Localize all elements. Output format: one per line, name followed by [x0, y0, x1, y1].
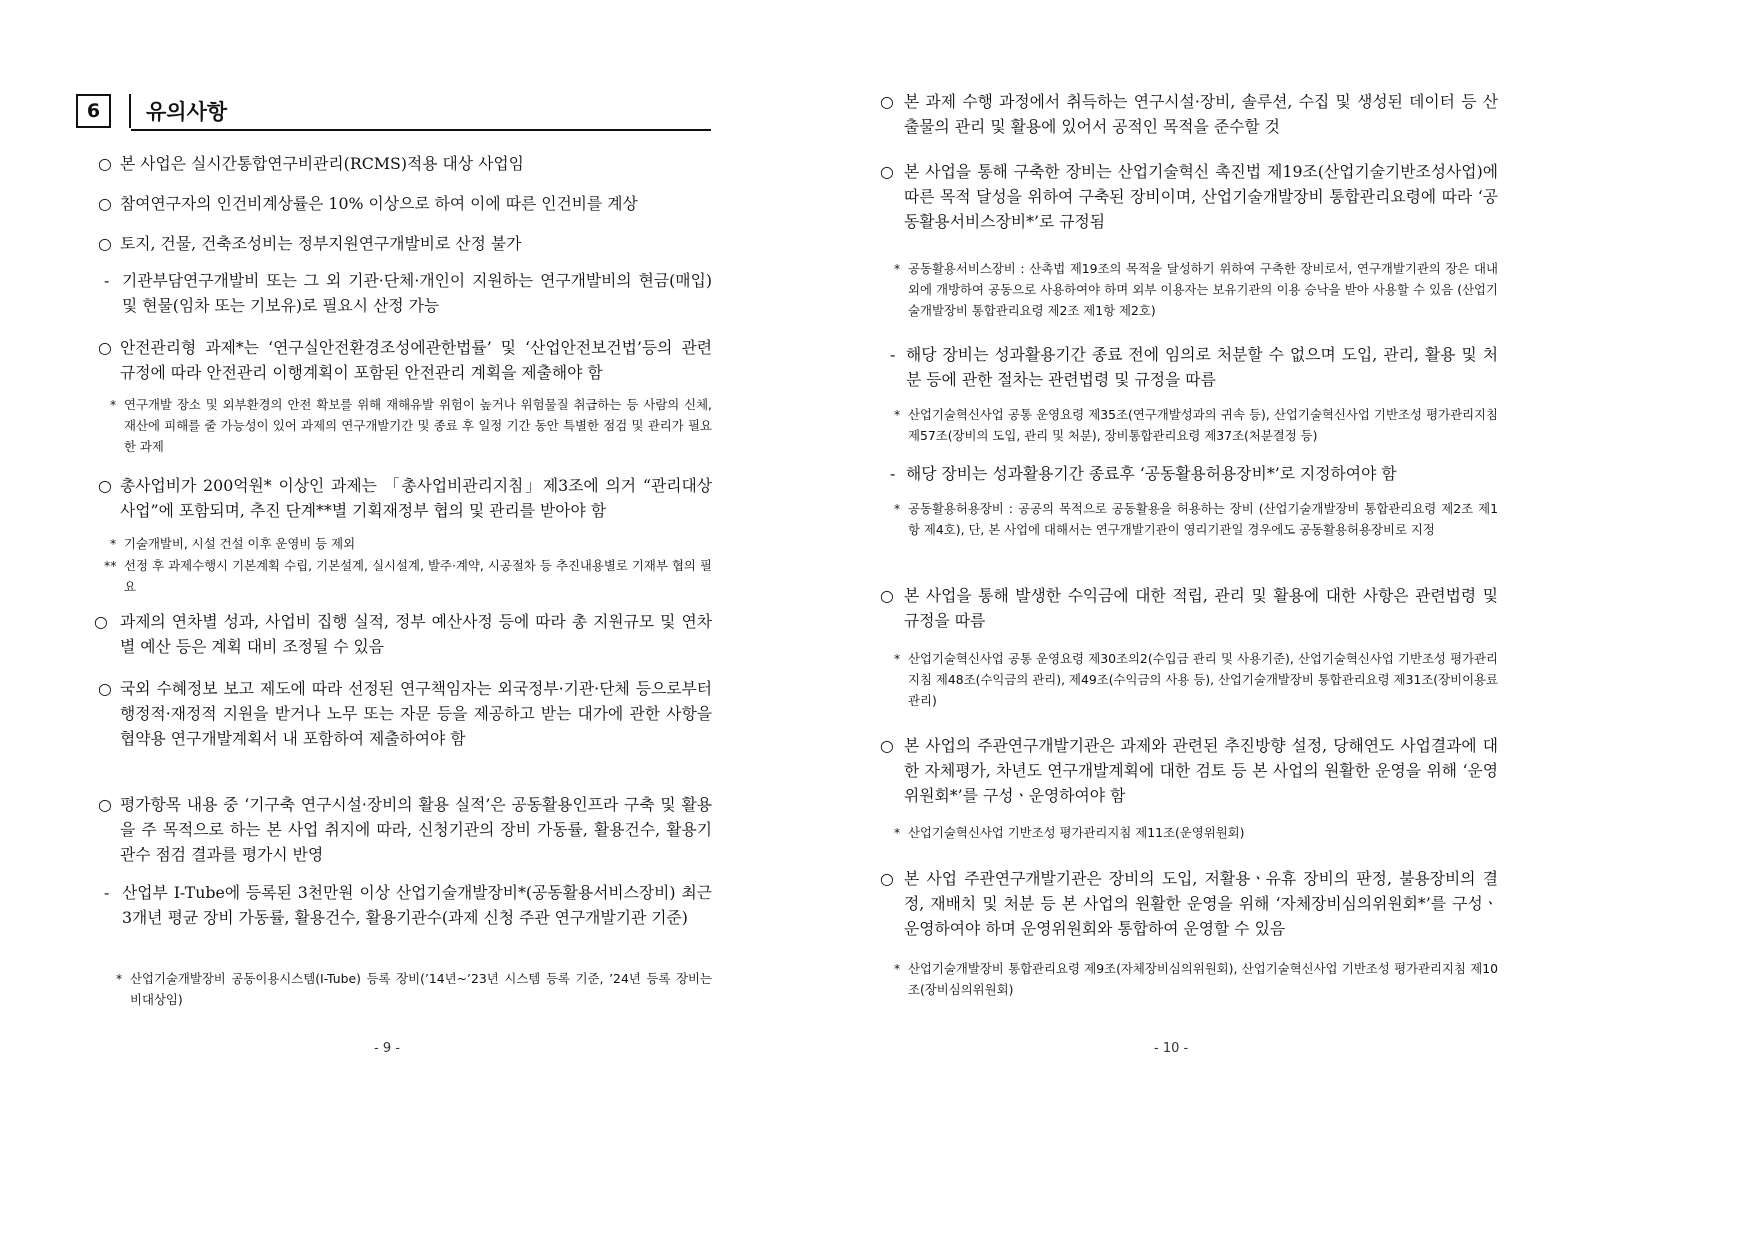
footnote-marker: * — [116, 971, 123, 986]
left-page — [0, 0, 784, 1109]
dash-bullet: - — [890, 345, 896, 364]
page-number: - 10 - — [1154, 1041, 1189, 1056]
paragraph-text: 해당 장비는 성과활용기간 종료 전에 임의로 처분할 수 없으며 도입, 관리, 활용 및 처분 등에 관한 절차는 관련법령 및 규정을 따름 — [906, 345, 1498, 389]
paragraph-equipment-definition — [880, 159, 1498, 234]
footnote-text: 산업기술개발장비 통합관리요령 제9조(자체장비심의위원회), 산업기술혁신사업 기반조성 평가관리지침 제10조(장비심의위원회) — [908, 961, 1498, 997]
paragraph-text: 기관부담연구개발비 또는 그 외 기관·단체·개인이 지원하는 연구개발비의 현금(매입) 및 현물(임차 또는 기보유)로 필요시 산정 가능 — [122, 271, 712, 315]
subparagraph-i-tube — [104, 880, 712, 930]
footnote-selection-process — [104, 555, 712, 597]
paragraph-text: 평가항목 내용 중 ‘기구축 연구시설·장비의 활용 실적’은 공동활용인프라 구축 및 활용을 주 목적으로 하는 본 사업 취지에 따라, 신청기관의 장비 가동률, 활용건수, 활용기관수 점검 결과를 평가시 반영 — [120, 795, 712, 864]
section-number: 6 — [76, 94, 111, 128]
paragraph-text: 본 사업은 실시간통합연구비관리(RCMS)적용 대상 사업임 — [120, 154, 524, 173]
footnote-tech-dev-cost — [110, 533, 712, 554]
paragraph-labor-cost — [98, 191, 712, 216]
circle-bullet: ○ — [98, 679, 112, 698]
paragraph-text: 본 사업의 주관연구개발기관은 과제와 관련된 추진방향 설정, 당해연도 사업결과에 대한 자체평가, 차년도 연구개발계획에 대한 검토 등 본 사업의 원활한 운영을 위해 ‘운영위원회*’를 구성ㆍ운영하여야 함 — [904, 736, 1498, 805]
paragraph-text: 국외 수혜정보 보고 제도에 따라 선정된 연구책임자는 외국정부·기관·단체 등으로부터 행정적·재정적 지원을 받거나 노무 또는 자문 등을 제공하고 받는 대가에 관한 사항을 협약용 연구개발계획서 내 포함하여 제출하여야 함 — [120, 679, 712, 748]
footnote-i-tube — [116, 968, 712, 1010]
footnote-marker: ** — [104, 558, 117, 573]
dash-bullet: - — [104, 271, 110, 290]
paragraph-text: 산업부 I-Tube에 등록된 3천만원 이상 산업기술개발장비*(공동활용서비스장비) 최근 3개년 평균 장비 가동률, 활용건수, 활용기관수(과제 신청 주관 연구개발기관 기준) — [122, 883, 712, 927]
footnote-text: 기술개발비, 시설 건설 이후 운영비 등 제외 — [124, 536, 356, 551]
paragraph-revenue — [880, 583, 1498, 633]
paragraph-rcms — [98, 151, 712, 176]
footnote-steering-committee — [894, 822, 1498, 843]
paragraph-annual-performance — [94, 609, 712, 659]
footnote-text: 산업기술혁신사업 공통 운영요령 제30조의2(수입금 관리 및 사용기준), 산업기술혁신사업 기반조성 평가관리지침 제48조(수익금의 관리), 제49조(수익금의 사용 등), 산업기술개발장비 통합관리요령 제31조(장비이용료 관리) — [908, 651, 1498, 708]
footnote-marker: * — [110, 397, 117, 412]
circle-bullet: ○ — [880, 92, 894, 111]
footnote-disposal-rules — [894, 404, 1498, 446]
paragraph-text: 과제의 연차별 성과, 사업비 집행 실적, 정부 예산사정 등에 따라 총 지원규모 및 연차별 예산 등은 계획 대비 조정될 수 있음 — [120, 612, 712, 656]
footnote-shared-allowed-equipment — [894, 498, 1498, 540]
footnote-marker: * — [894, 651, 901, 666]
section-title: 유의사항 — [146, 100, 228, 124]
paragraph-text: 본 사업을 통해 발생한 수익금에 대한 적립, 관리 및 활용에 대한 사항은 관련법령 및 규정을 따름 — [904, 586, 1498, 630]
circle-bullet: ○ — [880, 586, 894, 605]
footnote-text: 연구개발 장소 및 외부환경의 안전 확보를 위해 재해유발 위험이 높거나 위험물질 취급하는 등 사람의 신체, 재산에 피해를 줄 가능성이 있어 과제의 연구개발기간 및 종료 후 일정 기간 동안 특별한 점검 및 관리가 필요한 과제 — [124, 397, 712, 454]
paragraph-steering-committee — [880, 733, 1498, 808]
footnote-marker: * — [894, 825, 901, 840]
page-number: - 9 - — [374, 1041, 400, 1056]
dash-bullet: - — [890, 464, 896, 483]
footnote-text: 공동활용서비스장비 : 산촉법 제19조의 목적을 달성하기 위하여 구축한 장비로서, 연구개발기관의 장은 대내외에 개방하여 공동으로 사용하여야 하며 외부 이용자는 보유기관의 이용 승낙을 받아 사용할 수 있음 (산업기술개발장비 통합관리요령 제2조 제1항 제2호) — [908, 261, 1498, 318]
footnote-marker: * — [894, 501, 901, 516]
right-page — [784, 0, 1568, 1109]
paragraph-text: 해당 장비는 성과활용기간 종료후 ‘공동활용허용장비*’로 지정하여야 함 — [906, 464, 1397, 483]
circle-bullet: ○ — [98, 154, 112, 173]
circle-bullet: ○ — [880, 869, 894, 888]
paragraph-text: 본 사업을 통해 구축한 장비는 산업기술혁신 촉진법 제19조(산업기술기반조성사업)에 따른 목적 달성을 위하여 구축된 장비이며, 산업기술개발장비 통합관리요령에 따라 ‘공동활용서비스장비*’로 규정됨 — [904, 162, 1498, 231]
dash-bullet: - — [104, 883, 110, 902]
section-header — [76, 94, 710, 132]
paragraph-text: 본 과제 수행 과정에서 취득하는 연구시설·장비, 솔루션, 수집 및 생성된 데이터 등 산출물의 관리 및 활용에 있어서 공적인 목적을 준수할 것 — [904, 92, 1498, 136]
subparagraph-institution-funding — [104, 268, 712, 318]
footnote-text: 산업기술혁신사업 기반조성 평가관리지침 제11조(운영위원회) — [908, 825, 1245, 840]
paragraph-text: 참여연구자의 인건비계상률은 10% 이상으로 하여 이에 따른 인건비를 계상 — [120, 194, 638, 213]
paragraph-total-budget — [98, 473, 712, 523]
circle-bullet: ○ — [98, 476, 112, 495]
paragraph-evaluation-items — [98, 792, 712, 867]
circle-bullet: ○ — [880, 736, 894, 755]
paragraph-land-building — [98, 231, 712, 256]
subparagraph-designation — [890, 461, 1498, 486]
paragraph-text: 총사업비가 200억원* 이상인 과제는 「총사업비관리지침」제3조에 의거 “관리대상 사업”에 포함되며, 추진 단계**별 기획재정부 협의 및 관리를 받아야 함 — [120, 476, 712, 520]
footnote-text: 선정 후 과제수행시 기본계획 수립, 기본설계, 실시설계, 발주·계약, 시공절차 등 추진내용별로 기재부 협의 필요 — [124, 558, 712, 594]
footnote-equipment-review — [894, 958, 1498, 1000]
footnote-marker: * — [894, 961, 901, 976]
footnote-revenue-rules — [894, 648, 1498, 711]
circle-bullet: ○ — [94, 612, 108, 631]
footnote-text: 산업기술개발장비 공동이용시스템(I-Tube) 등록 장비(’14년~’23년 시스템 등록 기준, ’24년 등록 장비는 비대상임) — [130, 971, 712, 1007]
paragraph-text: 본 사업 주관연구개발기관은 장비의 도입, 저활용ㆍ유휴 장비의 판정, 불용장비의 결정, 재배치 및 처분 등 본 사업의 원활한 운영을 위해 ‘자체장비심의위원회*’를 구성ㆍ운영하여야 하며 운영위원회와 통합하여 운영할 수 있음 — [904, 869, 1498, 938]
footnote-marker: * — [894, 407, 901, 422]
circle-bullet: ○ — [98, 234, 112, 253]
footnote-text: 공동활용허용장비 : 공공의 목적으로 공동활용을 허용하는 장비 (산업기술개발장비 통합관리요령 제2조 제1항 제4호), 단, 본 사업에 대해서는 연구개발기관이 영리기관일 경우에도 공동활용허용장비로 지정 — [908, 501, 1498, 537]
paragraph-equipment-review-committee — [880, 866, 1498, 941]
footnote-shared-service-equipment — [894, 258, 1498, 321]
subparagraph-disposal — [890, 342, 1498, 392]
paragraph-text: 안전관리형 과제*는 ‘연구실안전환경조성에관한법률’ 및 ‘산업안전보건법’등의 관련 규정에 따라 안전관리 이행계획이 포함된 안전관리 계획을 제출해야 함 — [120, 338, 712, 382]
footnote-text: 산업기술혁신사업 공통 운영요령 제35조(연구개발성과의 귀속 등), 산업기술혁신사업 기반조성 평가관리지침 제57조(장비의 도입, 관리 및 처분), 장비통합관리요령 제37조(처분결정 등) — [908, 407, 1498, 443]
section-underline — [131, 129, 711, 131]
circle-bullet: ○ — [98, 795, 112, 814]
section-divider — [129, 94, 131, 128]
circle-bullet: ○ — [880, 162, 894, 181]
footnote-safety — [110, 394, 712, 457]
paragraph-foreign-support — [98, 676, 712, 751]
circle-bullet: ○ — [98, 338, 112, 357]
paragraph-safety-management — [98, 335, 712, 385]
circle-bullet: ○ — [98, 194, 112, 213]
paragraph-public-purpose — [880, 89, 1498, 139]
footnote-marker: * — [894, 261, 901, 276]
footnote-marker: * — [110, 536, 117, 551]
paragraph-text: 토지, 건물, 건축조성비는 정부지원연구개발비로 산정 불가 — [120, 234, 522, 253]
